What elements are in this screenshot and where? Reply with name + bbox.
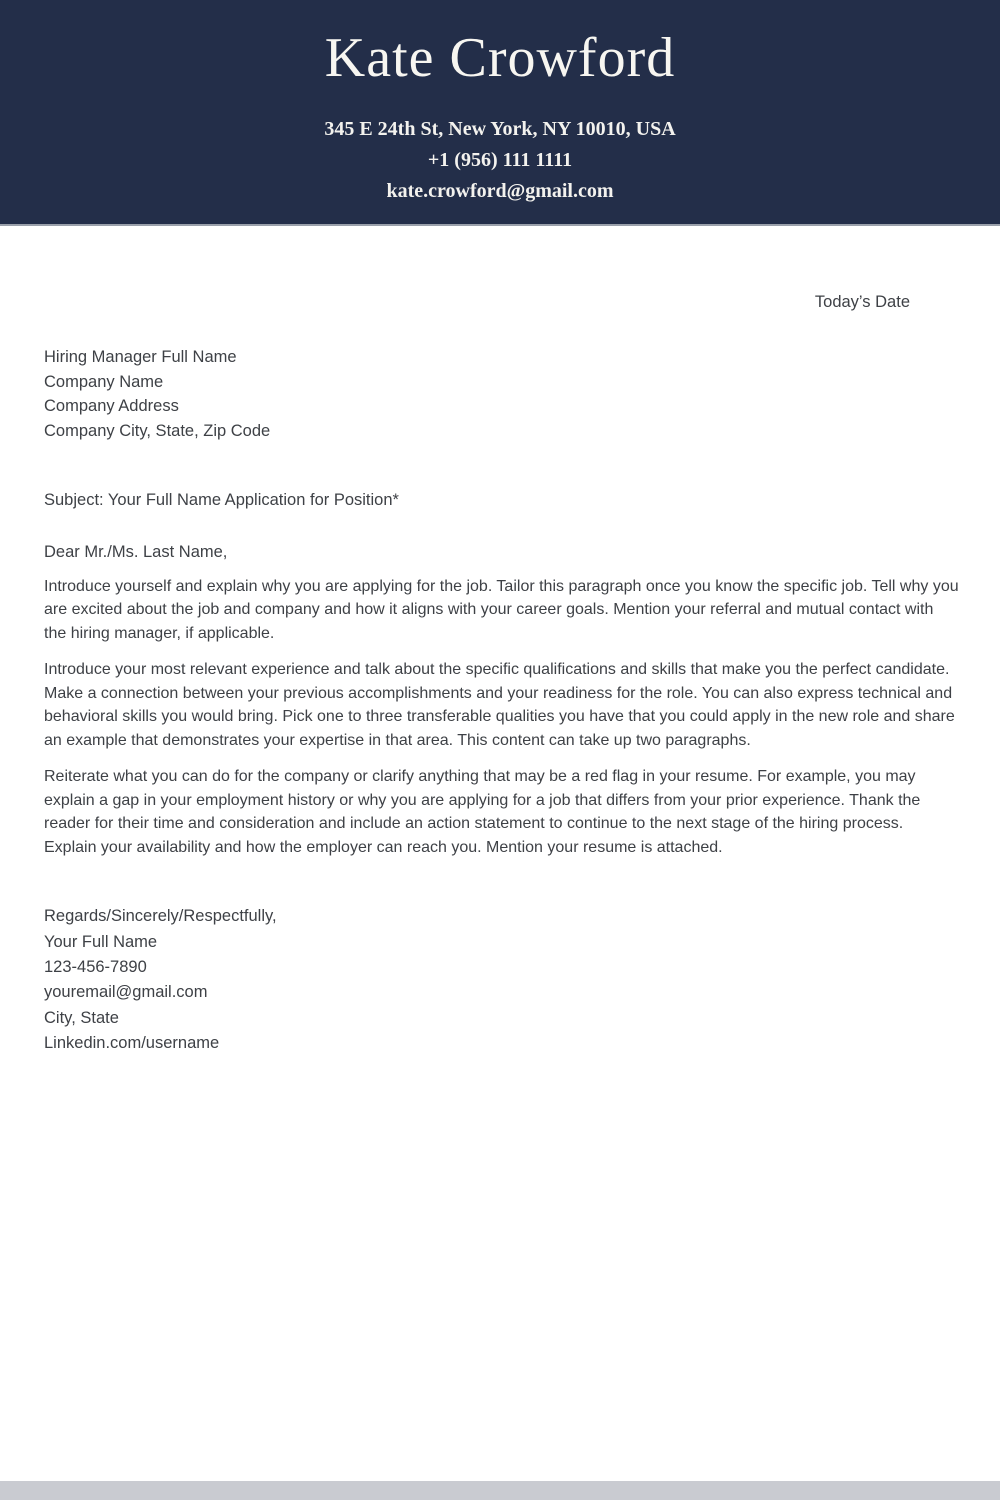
- letter-body: [0, 292, 1000, 1056]
- recipient-block: [44, 345, 956, 444]
- recipient-name-line: Hiring Manager Full Name: [44, 348, 237, 366]
- candidate-name: Kate Crowford: [324, 27, 676, 89]
- signature-phone-line: 123-456-7890: [44, 957, 147, 976]
- company-address-line: Company Address: [44, 397, 179, 416]
- company-name-line: Company Name: [44, 372, 164, 391]
- body-paragraph-experience: Introduce your most relevant experience and talk about the specific qualifications and skills that make you the perfect candidate. Make a connection between your previous accomplishments and your readiness for the role. You can also express technical and behavioral skills you would bring. Pick one to three transferable qualities you have that you could apply in the new role and share an example that demonstrates your expertise in that area. This content can take up two paragraphs.: [44, 661, 955, 749]
- date-line: Today’s Date: [814, 293, 910, 311]
- address-line: 345 E 24th St, New York, NY 10010, USA: [324, 118, 676, 140]
- footer-bar: [0, 1481, 1000, 1500]
- letter-header: [0, 0, 1000, 226]
- company-city-line: Company City, State, Zip Code: [44, 422, 271, 441]
- salutation-line: Dear Mr./Ms. Last Name,: [44, 542, 228, 561]
- phone-line: +1 (956) 111 1111: [427, 149, 573, 171]
- signature-linkedin-line: Linkedin.com/username: [44, 1033, 220, 1052]
- closing-line: Regards/Sincerely/Respectfully,: [44, 907, 277, 926]
- signature-block: [44, 904, 956, 1056]
- subject-line: Subject: Your Full Name Application for Position*: [44, 490, 399, 509]
- body-paragraph-intro: Introduce yourself and explain why you are applying for the job. Tailor this paragraph once you know the specific job. Tell why you are excited about the job and company and how it aligns with your career goals. Mention your referral and mutual contact with the hiring manager, if applicable.: [44, 577, 959, 642]
- signature-email-line: youremail@gmail.com: [44, 983, 208, 1002]
- contact-info: [0, 114, 1000, 207]
- signature-city-state-line: City, State: [44, 1008, 119, 1027]
- signature-full-name-line: Your Full Name: [44, 932, 158, 951]
- body-paragraph-closing: Reiterate what you can do for the company or clarify anything that may be a red flag in your resume. For example, you may explain a gap in your employment history or why you are applying for a job that differs from your prior experience. Thank the reader for their time and consideration and include an action statement to continue to the next stage of the hiring process. Explain your availability and how the employer can reach you. Mention your resume is attached.: [44, 768, 921, 856]
- email-line: kate.crowford@gmail.com: [386, 180, 614, 202]
